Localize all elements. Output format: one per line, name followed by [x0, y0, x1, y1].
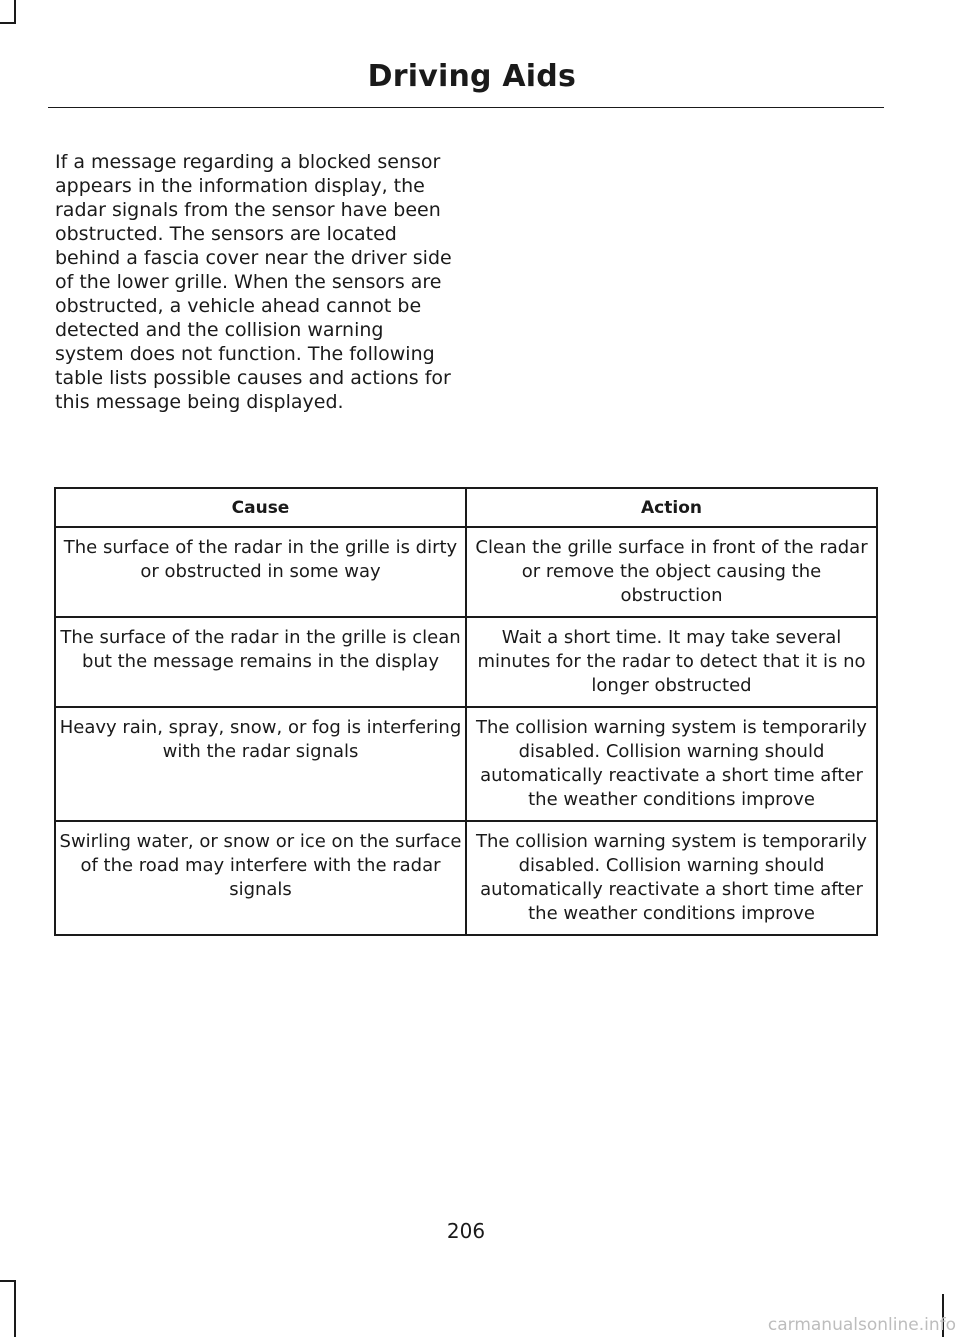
section-title: Driving Aids [367, 59, 576, 94]
table-row [55, 617, 877, 707]
table-row [55, 707, 877, 821]
header-divider [48, 107, 884, 108]
watermark-text: carmanualsonline.info [767, 1315, 956, 1335]
table-row [55, 527, 877, 617]
page-number: 206 [446, 1219, 486, 1243]
action-cell: The collision warning system is temporarily disabled. Collision warning should automatically reactivate a short time after the weather conditions improve [466, 821, 877, 935]
cause-column-header: Cause [55, 488, 466, 527]
cause-cell: The surface of the radar in the grille is clean but the message remains in the display [55, 617, 466, 707]
crop-mark-top-left-horizontal [0, 22, 16, 24]
table-header-row [55, 488, 877, 527]
action-column-header: Action [466, 488, 877, 527]
action-cell: The collision warning system is temporarily disabled. Collision warning should automatically reactivate a short time after the weather conditions improve [466, 707, 877, 821]
action-cell: Clean the grille surface in front of the radar or remove the object causing the obstruction [466, 527, 877, 617]
table-row [55, 821, 877, 935]
cause-cell: The surface of the radar in the grille is dirty or obstructed in some way [55, 527, 466, 617]
cause-cell: Swirling water, or snow or ice on the surface of the road may interfere with the radar signals [55, 821, 466, 935]
cause-action-table [54, 487, 878, 936]
crop-mark-top-left-vertical [14, 0, 16, 22]
action-cell: Wait a short time. It may take several minutes for the radar to detect that it is no longer obstructed [466, 617, 877, 707]
crop-mark-bottom-left-vertical [14, 1280, 16, 1337]
crop-mark-bottom-left-horizontal [0, 1280, 16, 1282]
cause-cell: Heavy rain, spray, snow, or fog is interfering with the radar signals [55, 707, 466, 821]
intro-paragraph: If a message regarding a blocked sensor appears in the information display, the radar signals from the sensor have been obstructed. The sensors are located behind a fascia cover near the driver side of the lower grille. When the sensors are obstructed, a vehicle ahead cannot be detected and the collision warning system does not function. The following table lists possible causes and actions for this message being displayed. [55, 151, 452, 413]
